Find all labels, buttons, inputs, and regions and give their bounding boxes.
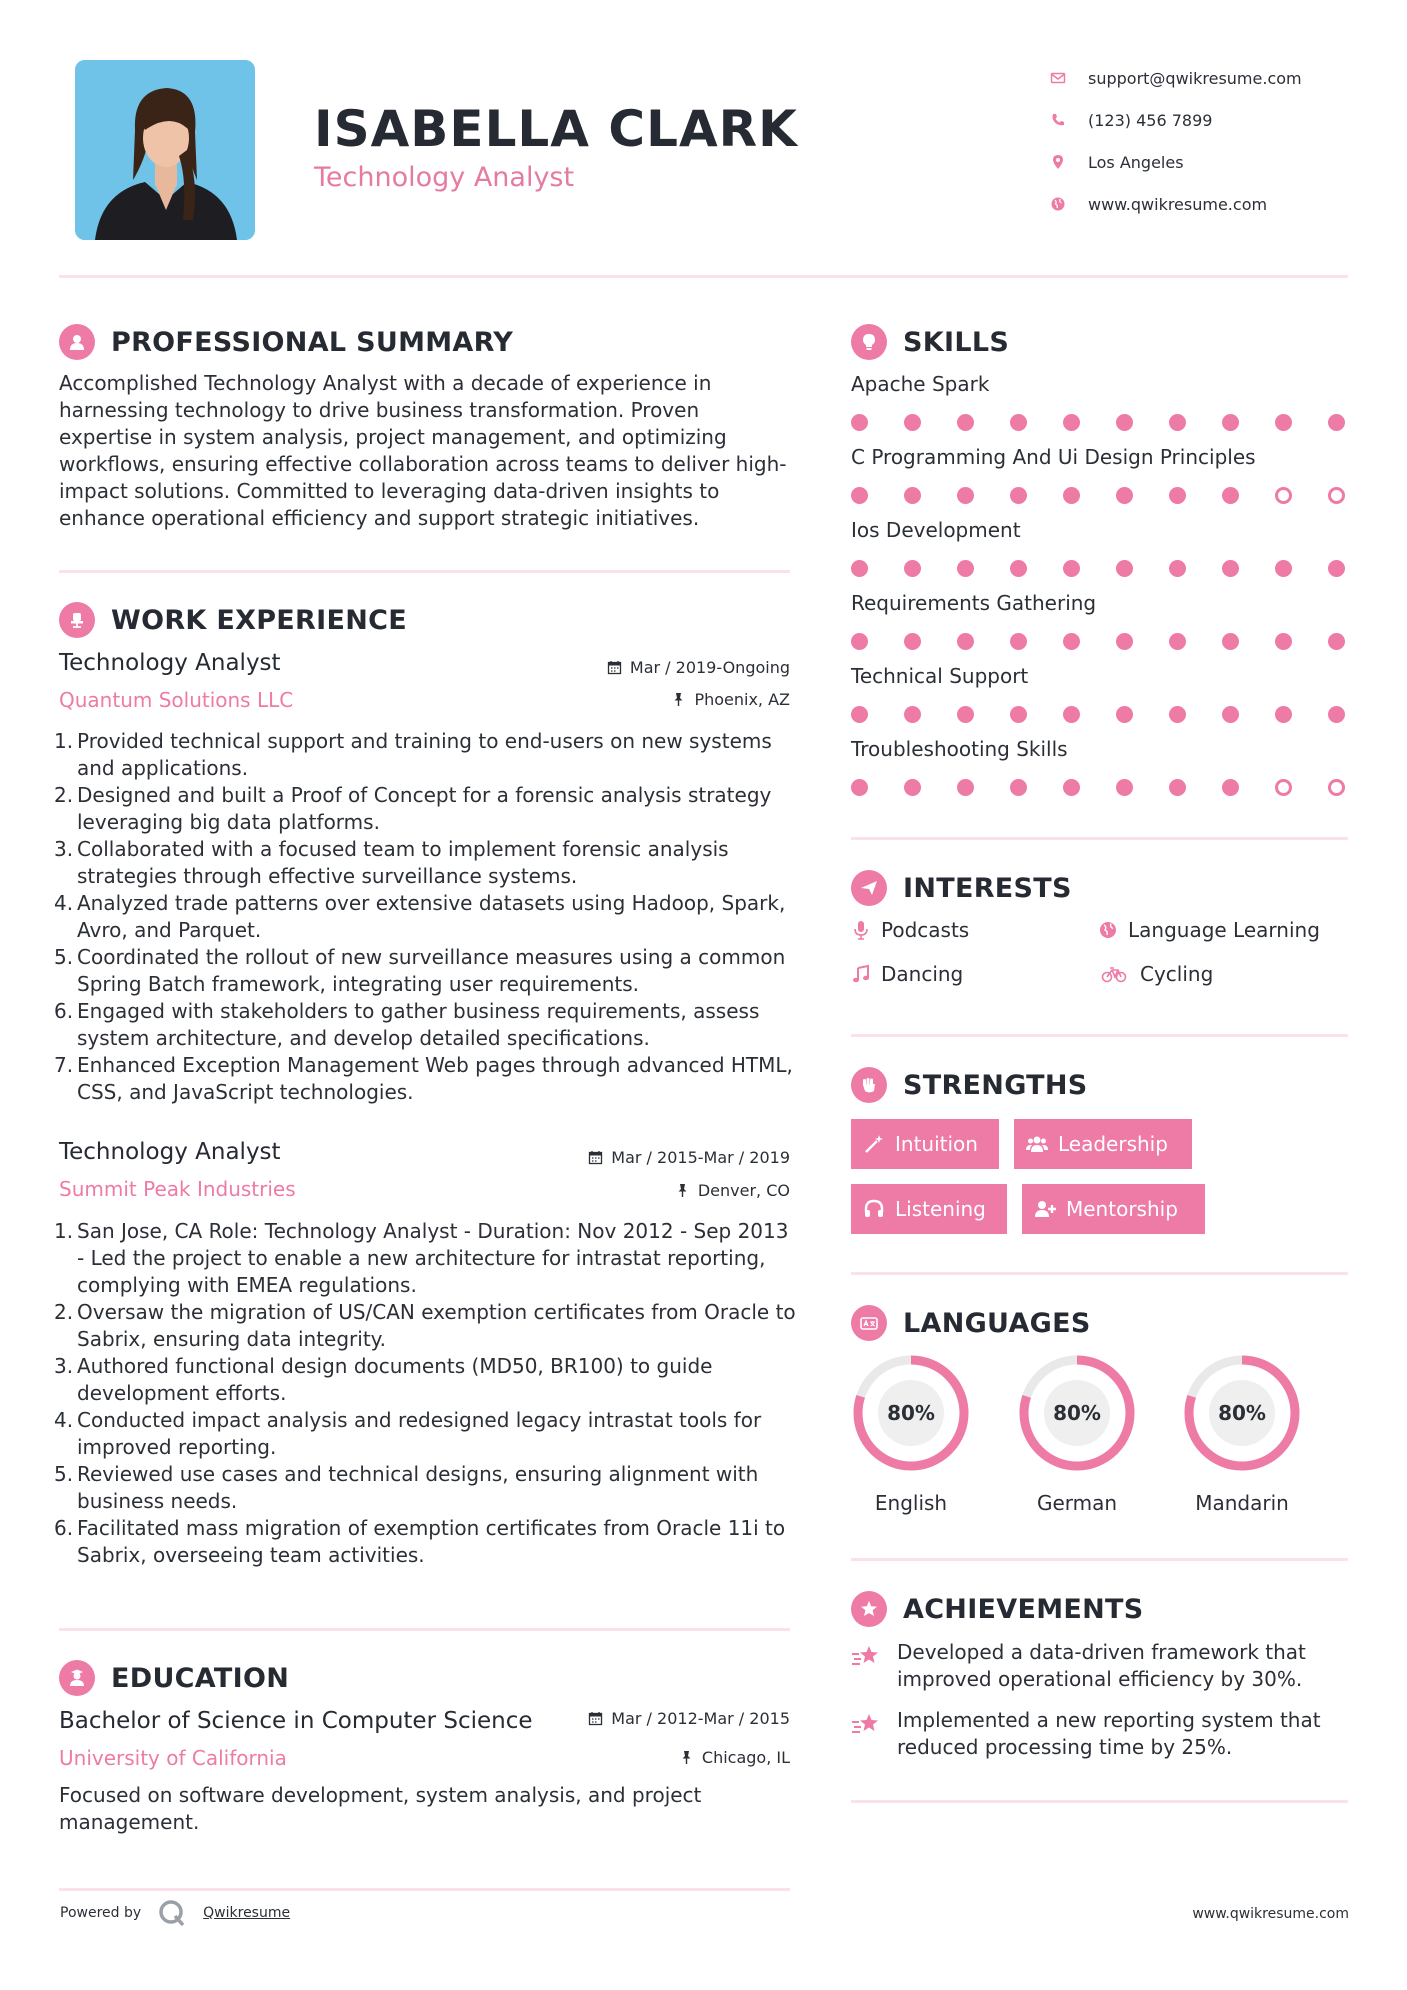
music-note-icon — [851, 964, 871, 984]
job-2-location — [675, 1181, 790, 1200]
skills-heading — [851, 324, 1009, 360]
strengths-divider — [851, 1272, 1348, 1275]
skill-item — [851, 737, 1351, 799]
rating-dot-filled — [904, 414, 921, 431]
rating-dot-filled — [851, 487, 868, 504]
job-2-date-text: Mar / 2015-Mar / 2019 — [611, 1148, 790, 1167]
summary-text: Accomplished Technology Analyst with a decade of experience in harnessing technology to drive business transformation. Proven expertise in system analysis, project management, and optimizing workflows, ensuring effective collaboration across teams to deliver high-impact solutions. Committed to leveraging data-driven insights to enhance operational efficiency and support strategic initiatives. — [59, 371, 787, 530]
rating-dot-filled — [1116, 487, 1133, 504]
rating-dot-filled — [1222, 560, 1239, 577]
shooting-star-icon — [851, 1643, 881, 1671]
rating-dot-filled — [1169, 779, 1186, 796]
rating-dot-filled — [1010, 560, 1027, 577]
summary-heading — [59, 324, 513, 360]
summary-title: PROFESSIONAL SUMMARY — [111, 326, 514, 358]
rating-dot-filled — [1116, 414, 1133, 431]
education-date — [588, 1709, 790, 1728]
languages-title: LANGUAGES — [903, 1307, 1091, 1339]
job-1-date — [607, 658, 790, 677]
rating-dot-filled — [1169, 706, 1186, 723]
language-english — [849, 1351, 973, 1515]
rating-dot-filled — [1063, 779, 1080, 796]
list-item: 2. Designed and built a Proof of Concept for a forensic analysis strategy leveraging big data platforms. — [54, 783, 772, 834]
languages-heading — [851, 1305, 1091, 1341]
users-icon — [1026, 1133, 1048, 1155]
language-gauge — [1015, 1351, 1139, 1475]
candidate-role: Technology Analyst — [314, 162, 575, 193]
job-2-title: Technology Analyst — [59, 1139, 281, 1165]
qwikresume-logo-icon — [157, 1898, 187, 1928]
job-2-company: Summit Peak Industries — [59, 1177, 296, 1201]
list-item: 6. Facilitated mass migration of exemption certificates from Oracle 11i to Sabrix, overseeing team activities. — [54, 1516, 786, 1567]
achievements-title: ACHIEVEMENTS — [903, 1593, 1144, 1625]
headphones-icon — [863, 1198, 885, 1220]
microphone-icon — [851, 920, 871, 940]
interests-title: INTERESTS — [903, 872, 1072, 904]
language-name: Mandarin — [1195, 1491, 1289, 1515]
rating-dot-filled — [851, 706, 868, 723]
strength-mentorship: Mentorship — [1022, 1184, 1205, 1234]
rating-dot-filled — [1116, 633, 1133, 650]
rating-dot-filled — [904, 560, 921, 577]
shooting-star-icon — [851, 1711, 881, 1739]
achievements-divider — [851, 1800, 1348, 1803]
achievement-text: Implemented a new reporting system that reduced processing time by 25%. — [897, 1708, 1321, 1759]
rating-dot-filled — [1116, 779, 1133, 796]
job-1-date-text: Mar / 2019-Ongoing — [629, 658, 790, 677]
rating-dot-empty — [1275, 779, 1292, 796]
rating-dot-filled — [1116, 560, 1133, 577]
achievements-heading — [851, 1591, 1144, 1627]
list-item: 3. Collaborated with a focused team to implement forensic analysis strategies through effective surveillance systems. — [54, 837, 729, 888]
skill-item — [851, 591, 1351, 653]
rating-dot-filled — [957, 779, 974, 796]
interest-language-learning: Language Learning — [1098, 918, 1320, 942]
contact-phone[interactable] — [1050, 99, 1302, 141]
rating-dot-filled — [1275, 633, 1292, 650]
rating-dot-filled — [957, 487, 974, 504]
achievement-text: Developed a data-driven framework that improved operational efficiency by 30%. — [897, 1640, 1306, 1691]
rating-dot-filled — [1275, 706, 1292, 723]
strengths-heading — [851, 1067, 1088, 1103]
pushpin-icon — [679, 1750, 694, 1765]
language-german — [1015, 1351, 1139, 1515]
list-item: 2. Oversaw the migration of US/CAN exemption certificates from Oracle to Sabrix, ensuring data integrity. — [54, 1300, 796, 1351]
list-item: 5. Coordinated the rollout of new surveillance measures using a common Spring Batch framework, integrating user requirements. — [54, 945, 786, 996]
skill-rating — [851, 556, 1351, 580]
fist-icon — [851, 1067, 887, 1103]
header-divider — [59, 275, 1348, 278]
rating-dot-filled — [1222, 414, 1239, 431]
calendar-icon — [588, 1711, 603, 1726]
rating-dot-filled — [1222, 633, 1239, 650]
contact-location — [1050, 141, 1302, 183]
job-2-date — [588, 1148, 790, 1167]
globe-icon — [1098, 920, 1118, 940]
rating-dot-filled — [1222, 779, 1239, 796]
job-1-bullets — [54, 728, 799, 1106]
rating-dot-filled — [1010, 633, 1027, 650]
pushpin-icon — [671, 692, 686, 707]
rating-dot-filled — [904, 779, 921, 796]
language-name: English — [874, 1491, 948, 1515]
globe-icon — [1050, 196, 1088, 212]
skills-divider — [851, 837, 1348, 840]
list-item: 4. Analyzed trade patterns over extensive datasets using Hadoop, Spark, Avro, and Parquet. — [54, 891, 786, 942]
envelope-icon — [1050, 70, 1088, 86]
rating-dot-filled — [1169, 487, 1186, 504]
rating-dot-filled — [904, 633, 921, 650]
education-text: Focused on software development, system analysis, and project management. — [59, 1783, 702, 1834]
lightbulb-icon — [851, 324, 887, 360]
skill-item — [851, 372, 1351, 434]
rating-dot-filled — [1010, 414, 1027, 431]
rating-dot-filled — [1010, 487, 1027, 504]
skill-item — [851, 518, 1351, 580]
achievement-item — [851, 1639, 1351, 1693]
skill-name: Technical Support — [851, 664, 1029, 688]
rating-dot-filled — [1328, 560, 1345, 577]
language-percent: 80% — [1218, 1401, 1266, 1425]
rating-dot-filled — [1328, 706, 1345, 723]
skill-name: C Programming And Ui Design Principles — [851, 445, 1256, 469]
skill-name: Ios Development — [851, 518, 1021, 542]
rating-dot-filled — [1328, 633, 1345, 650]
work-title: WORK EXPERIENCE — [111, 604, 407, 636]
work-divider — [59, 1628, 790, 1631]
contact-list — [1050, 57, 1302, 225]
rating-dot-filled — [1275, 560, 1292, 577]
skill-name: Requirements Gathering — [851, 591, 1097, 615]
interest-podcasts: Podcasts — [851, 918, 969, 942]
calendar-icon — [588, 1150, 603, 1165]
rating-dot-filled — [1063, 706, 1080, 723]
contact-website[interactable] — [1050, 183, 1302, 225]
footer-powered-by — [60, 1898, 290, 1928]
rating-dot-filled — [851, 779, 868, 796]
rating-dot-filled — [1222, 487, 1239, 504]
education-degree: Bachelor of Science in Computer Science — [59, 1708, 533, 1734]
rating-dot-filled — [904, 706, 921, 723]
rating-dot-filled — [957, 414, 974, 431]
pushpin-icon — [675, 1183, 690, 1198]
list-item: 4. Conducted impact analysis and redesigned legacy intrastat tools for improved reporting. — [54, 1408, 762, 1459]
education-date-text: Mar / 2012-Mar / 2015 — [611, 1709, 790, 1728]
skill-name: Apache Spark — [851, 372, 990, 396]
rating-dot-filled — [1010, 706, 1027, 723]
map-pin-icon — [1050, 154, 1088, 170]
phone-icon — [1050, 112, 1088, 128]
language-percent: 80% — [887, 1401, 935, 1425]
rating-dot-filled — [1169, 560, 1186, 577]
education-school: University of California — [59, 1746, 287, 1770]
language-name: German — [1036, 1491, 1118, 1515]
calendar-icon — [607, 660, 622, 675]
rating-dot-filled — [1063, 633, 1080, 650]
rating-dot-empty — [1328, 487, 1345, 504]
skill-rating — [851, 410, 1351, 434]
rating-dot-filled — [851, 414, 868, 431]
strength-intuition: Intuition — [851, 1119, 999, 1169]
skill-item — [851, 664, 1351, 726]
graduate-icon — [59, 1660, 95, 1696]
brand-link[interactable]: Qwikresume — [203, 1905, 291, 1921]
rating-dot-filled — [904, 487, 921, 504]
list-item: 1. San Jose, CA Role: Technology Analyst - Duration: Nov 2012 - Sep 2013 - Led the project to enable a new architecture for intrastat reporting, complying with EMEA regulations. — [54, 1219, 789, 1297]
magic-wand-icon — [863, 1133, 885, 1155]
rating-dot-filled — [1275, 414, 1292, 431]
rating-dot-filled — [1328, 414, 1345, 431]
contact-email[interactable] — [1050, 57, 1302, 99]
list-item: 3. Authored functional design documents (MD50, BR100) to guide development efforts. — [54, 1354, 713, 1405]
education-divider — [59, 1888, 790, 1891]
powered-by-label: Powered by — [60, 1905, 142, 1921]
rating-dot-empty — [1275, 487, 1292, 504]
list-item: 5. Reviewed use cases and technical designs, ensuring alignment with business needs. — [54, 1462, 759, 1513]
rating-dot-filled — [1063, 560, 1080, 577]
list-item: 7. Enhanced Exception Management Web pages through advanced HTML, CSS, and JavaScript technologies. — [54, 1053, 793, 1104]
footer-website[interactable]: www.qwikresume.com — [1192, 1906, 1349, 1922]
rating-dot-filled — [851, 633, 868, 650]
interest-dancing: Dancing — [851, 962, 963, 986]
job-2-location-text: Denver, CO — [697, 1181, 790, 1200]
job-1-location — [671, 690, 790, 709]
rating-dot-filled — [1010, 779, 1027, 796]
list-item: 6. Engaged with stakeholders to gather business requirements, assess system architecture, and develop detailed specifications. — [54, 999, 760, 1050]
skill-rating — [851, 775, 1351, 799]
rating-dot-filled — [1169, 633, 1186, 650]
work-heading — [59, 602, 407, 638]
chair-icon — [59, 602, 95, 638]
contact-email-text: support@qwikresume.com — [1088, 68, 1302, 88]
contact-website-text: www.qwikresume.com — [1088, 194, 1268, 214]
education-title: EDUCATION — [111, 1662, 290, 1694]
bicycle-icon — [1098, 964, 1130, 984]
skills-title: SKILLS — [903, 326, 1010, 358]
contact-location-text: Los Angeles — [1088, 152, 1184, 172]
strengths-title: STRENGTHS — [903, 1069, 1088, 1101]
interests-divider — [851, 1034, 1348, 1037]
rating-dot-filled — [957, 633, 974, 650]
skill-item — [851, 445, 1351, 507]
language-gauge — [849, 1351, 973, 1475]
job-2-bullets — [54, 1218, 799, 1569]
rating-dot-filled — [1222, 706, 1239, 723]
rating-dot-filled — [1169, 414, 1186, 431]
languages-divider — [851, 1558, 1348, 1561]
interest-cycling: Cycling — [1098, 962, 1213, 986]
contact-phone-text: (123) 456 7899 — [1088, 110, 1213, 130]
strength-leadership: Leadership — [1014, 1119, 1192, 1169]
education-location-text: Chicago, IL — [701, 1748, 790, 1767]
rating-dot-filled — [1116, 706, 1133, 723]
education-heading — [59, 1660, 289, 1696]
language-percent: 80% — [1053, 1401, 1101, 1425]
language-gauge — [1180, 1351, 1304, 1475]
paper-plane-icon — [851, 870, 887, 906]
achievement-item — [851, 1707, 1351, 1761]
education-location — [679, 1748, 790, 1767]
rating-dot-filled — [1063, 414, 1080, 431]
language-mandarin — [1180, 1351, 1304, 1515]
skill-name: Troubleshooting Skills — [851, 737, 1068, 761]
candidate-name: ISABELLA CLARK — [314, 100, 798, 158]
skill-rating — [851, 702, 1351, 726]
language-icon — [851, 1305, 887, 1341]
profile-photo — [75, 60, 255, 240]
rating-dot-filled — [851, 560, 868, 577]
job-1-company: Quantum Solutions LLC — [59, 688, 294, 712]
skill-rating — [851, 629, 1351, 653]
user-plus-icon — [1034, 1198, 1056, 1220]
skill-rating — [851, 483, 1351, 507]
job-1-title: Technology Analyst — [59, 650, 281, 676]
summary-divider — [59, 570, 790, 573]
rating-dot-filled — [957, 560, 974, 577]
strength-listening: Listening — [851, 1184, 1007, 1234]
job-1-location-text: Phoenix, AZ — [694, 690, 790, 709]
user-icon — [59, 324, 95, 360]
rating-dot-filled — [957, 706, 974, 723]
list-item: 1. Provided technical support and training to end-users on new systems and applications. — [54, 729, 772, 780]
rating-dot-empty — [1328, 779, 1345, 796]
interests-heading — [851, 870, 1072, 906]
star-badge-icon — [851, 1591, 887, 1627]
rating-dot-filled — [1063, 487, 1080, 504]
